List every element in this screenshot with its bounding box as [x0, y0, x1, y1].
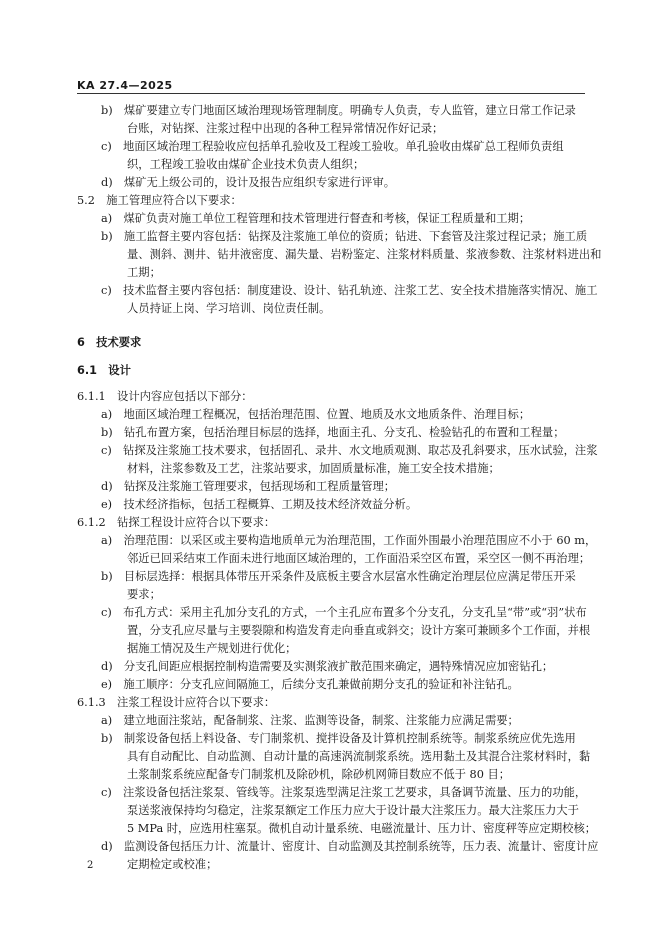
text-line: 置，分支孔应尽量与主要裂隙和构造发育走向垂直或斜交；设计方案可兼顾多个工作面，并根 — [127, 624, 591, 637]
text-line: d) 分支孔间距应根据控制构造需要及实测浆液扩散范围来确定，遇特殊情况应加密钻孔； — [101, 660, 554, 673]
text-line: 工期； — [127, 266, 161, 279]
text-line: c) 技术监督主要内容包括：制度建设、设计、钻孔轨迹、注浆工艺、安全技术措施落实情况、施工 — [101, 284, 598, 297]
text-line: b) 制浆设备包括上料设备、专门制浆机、搅拌设备及计算机控制系统等。制浆系统应优先选用 — [101, 732, 576, 745]
text-line: 人员持证上岗、学习培训、岗位责任制。 — [127, 302, 331, 315]
text-line: 5 MPa 时，应选用柱塞泵。微机自动计量系统、电磁流量计、压力计、密度秤等应定期校核； — [127, 822, 597, 835]
text-line: c) 钻探及注浆施工技术要求，包括固孔、录井、水文地质观测、取芯及孔斜要求，压水试验，注浆 — [101, 444, 598, 457]
text-line: b) 钻孔布置方案，包括治理目标层的选择，地面主孔、分支孔、检验钻孔的布置和工程量； — [101, 426, 565, 439]
text-line: c) 注浆设备包括注浆泵、管线等。注浆泵选型满足注浆工艺要求，具备调节流量、压力的功能， — [101, 786, 587, 799]
text-line: e) 技术经济指标，包括工程概算、工期及技术经济效益分析。 — [101, 498, 418, 511]
text-line: 5.2 施工管理应符合以下要求： — [77, 194, 242, 207]
text-line: a) 煤矿负责对施工单位工程管理和技术管理进行督查和考核，保证工程质量和工期； — [101, 212, 531, 225]
text-line: d) 监测设备包括压力计、流量计、密度计、自动监测及其控制系统等，压力表、流量计、密度计应 — [101, 840, 599, 853]
text-line: 6.1.3 注浆工程设计应符合以下要求： — [77, 696, 276, 709]
text-line: b) 煤矿要建立专门地面区域治理现场管理制度。明确专人负责，专人监管，建立日常工作记录 — [101, 104, 576, 117]
text-line: 具有自动配比、自动监测、自动计量的高速涡流制浆系统。选用黏土及其混合注浆材料时，黏 — [127, 750, 591, 763]
text-line: c) 布孔方式：采用主孔加分支孔的方式，一个主孔应布置多个分支孔，分支孔呈“带”或“羽”状布 — [101, 606, 587, 619]
text-line: 邻近已回采结束工作面未进行地面区域治理的，工作面沿采空区布置，采空区一侧不再治理； — [127, 552, 591, 565]
text-line: a) 地面区域治理工程概况，包括治理范围、位置、地质及水文地质条件、治理目标； — [101, 408, 531, 421]
section-heading: 6.1 设计 — [77, 364, 131, 377]
text-line: 织，工程竣工验收由煤矿企业技术负责人组织； — [127, 158, 365, 171]
text-line: b) 施工监督主要内容包括：钻探及注浆施工单位的资质；钻进、下套管及注浆过程记录；施工质 — [101, 230, 588, 243]
text-line: b) 目标层选择：根据具体带压开采条件及底板主要含水层富水性确定治理层位应满足带压开采 — [101, 570, 576, 583]
text-line: 台账，对钻探、注浆过程中出现的各种工程异常情况作好记录； — [127, 122, 444, 135]
text-line: d) 煤矿无上级公司的，设计及报告应组织专家进行评审。 — [101, 176, 396, 189]
text-line: e) 施工顺序：分支孔应间隔施工，后续分支孔兼做前期分支孔的验证和补注钻孔。 — [101, 678, 519, 691]
text-line: 6.1.1 设计内容应包括以下部分： — [77, 390, 253, 403]
document-header: KA 27.4—2025 — [77, 79, 173, 92]
text-line: 土浆制浆系统应配备专门制浆机及除砂机，除砂机网筛目数应不低于 80 目； — [127, 768, 511, 781]
text-line: 要求； — [127, 588, 161, 601]
section-heading: 6 技术要求 — [77, 336, 142, 349]
header-rule — [77, 93, 585, 94]
text-line: 量、测斜、测井、钻井液密度、漏失量、岩粉鉴定、注浆材料质量、浆液参数、注浆材料进出和 — [127, 248, 602, 261]
text-line: 定期检定或校准； — [127, 858, 218, 871]
text-line: a) 建立地面注浆站，配备制浆、注浆、监测等设备，制浆、注浆能力应满足需要； — [101, 714, 519, 727]
text-line: 据施工情况及生产规划进行优化； — [127, 642, 297, 655]
text-line: 材料，注浆参数及工艺，注浆站要求，加固质量标准，施工安全技术措施； — [127, 462, 500, 475]
text-line: 泵送浆液保持均匀稳定，注浆泵额定工作压力应大于设计最大注浆压力。最大注浆压力大于 — [127, 804, 579, 817]
text-line: 6.1.2 钻探工程设计应符合以下要求： — [77, 516, 276, 529]
text-line: a) 治理范围：以采区或主要构造地质单元为治理范围，工作面外围最小治理范围应不小于 60 m， — [101, 534, 597, 547]
page-number: 2 — [87, 860, 94, 871]
text-line: d) 钻探及注浆施工管理要求，包括现场和工程质量管理； — [101, 480, 396, 493]
text-line: c) 地面区域治理工程验收应包括单孔验收及工程竣工验收。单孔验收由煤矿总工程师负责组 — [101, 140, 564, 153]
